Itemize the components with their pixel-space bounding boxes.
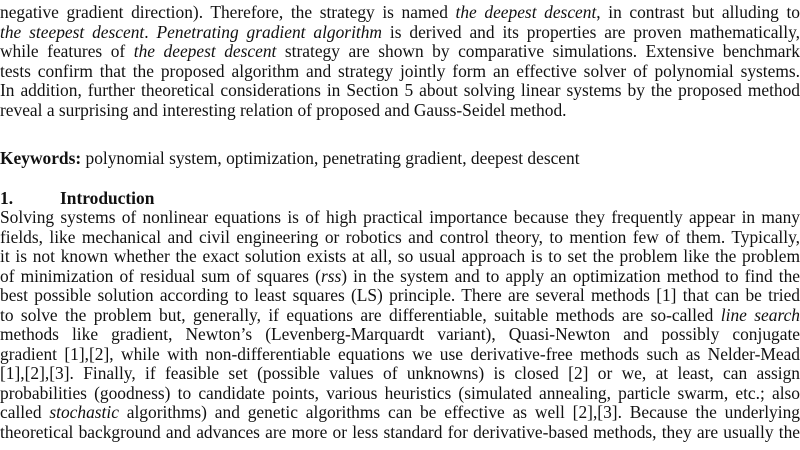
text-run: fields, like mechanical and civil engineering or robotics and control theory, to mention few of them. Typically, — [0, 226, 800, 247]
text-run: is derived and its properties are proven mathematically, — [381, 21, 800, 42]
intro-line — [0, 305, 800, 325]
text-run: In addition, further theoretical considerations in Section 5 about solving linear systems by the proposed method — [0, 80, 800, 100]
text-run: ) in the system and to apply an optimization method to find the — [341, 265, 800, 286]
text-run: called — [0, 402, 50, 422]
intro-line — [0, 246, 800, 266]
abstract-line — [0, 100, 800, 120]
abstract-line — [0, 61, 800, 81]
abstract-line — [0, 80, 800, 100]
text-run: probabilities (goodness) to candidate points, various heuristics (simulated annealing, particle swarm, etc.; also — [0, 382, 800, 403]
intro-line — [0, 285, 800, 305]
text-run: theoretical background and advances are more or less standard for derivative-based methods, they are usually the — [0, 421, 800, 442]
intro-line — [0, 324, 800, 344]
keywords-line — [0, 148, 800, 168]
intro-line — [0, 363, 800, 383]
italic-text-run: Penetrating gradient algorithm — [156, 21, 382, 42]
intro-line — [0, 422, 800, 442]
intro-line — [0, 402, 800, 422]
italic-text-run: stochastic — [49, 402, 119, 422]
abstract-line — [0, 41, 800, 61]
text-run: gradient [1],[2], while with non-differentiable equations we use derivative-free methods such as Nelder-Mead — [0, 343, 800, 364]
text-run: while features of — [0, 41, 134, 61]
intro-line — [0, 344, 800, 364]
intro-line — [0, 207, 800, 227]
intro-line — [0, 266, 800, 286]
text-run: . — [144, 21, 157, 42]
keywords-label: Keywords: — [0, 148, 82, 168]
text-run: negative gradient direction). Therefore, the strategy is named — [0, 2, 456, 22]
text-run: to solve the problem but, generally, if equations are differentiable, suitable methods are so-called — [0, 304, 721, 325]
text-run: best possible solution according to least squares (LS) principle. There are several methods [1] that can be tried — [0, 285, 800, 305]
section-title: Introduction — [60, 188, 155, 208]
italic-text-run: the deepest descent — [133, 41, 277, 61]
text-run: Solving systems of nonlinear equations is of high practical importance because they frequently appear in many — [0, 207, 800, 227]
intro-line — [0, 383, 800, 403]
section-heading — [0, 188, 800, 208]
text-run: [1],[2],[3]. Finally, if feasible set (possible values of unknowns) is closed [2] or we, at least, can assign — [0, 363, 800, 383]
text-run: , in contrast but alluding to — [596, 2, 800, 22]
text-run: strategy are shown by comparative simulations. Extensive benchmark — [276, 41, 800, 61]
keywords-text: polynomial system, optimization, penetrating gradient, deepest descent — [81, 148, 580, 168]
abstract-line — [0, 2, 800, 22]
text-run: tests confirm that the proposed algorithm and strategy jointly form an effective solver of polynomial systems. — [0, 60, 800, 81]
text-run: of minimization of residual sum of squares ( — [0, 265, 321, 286]
text-run: reveal a surprising and interesting relation of proposed and Gauss-Seidel method. — [0, 99, 567, 120]
abstract-line — [0, 22, 800, 42]
italic-text-run: the deepest descent — [455, 2, 597, 22]
text-run: algorithms) and genetic algorithms can be effective as well [2],[3]. Because the underlying — [118, 402, 800, 422]
italic-text-run: line search — [720, 304, 800, 325]
intro-line — [0, 227, 800, 247]
italic-text-run: the steepest descent — [0, 21, 145, 42]
italic-text-run: rss — [320, 265, 342, 286]
text-run: methods like gradient, Newton’s (Levenberg-Marquardt variant), Quasi-Newton and possibly conjugate — [0, 324, 800, 344]
section-number: 1. — [0, 188, 14, 208]
text-run: it is not known whether the exact solution exists at all, so usual approach is to set the problem like the problem — [0, 246, 800, 266]
